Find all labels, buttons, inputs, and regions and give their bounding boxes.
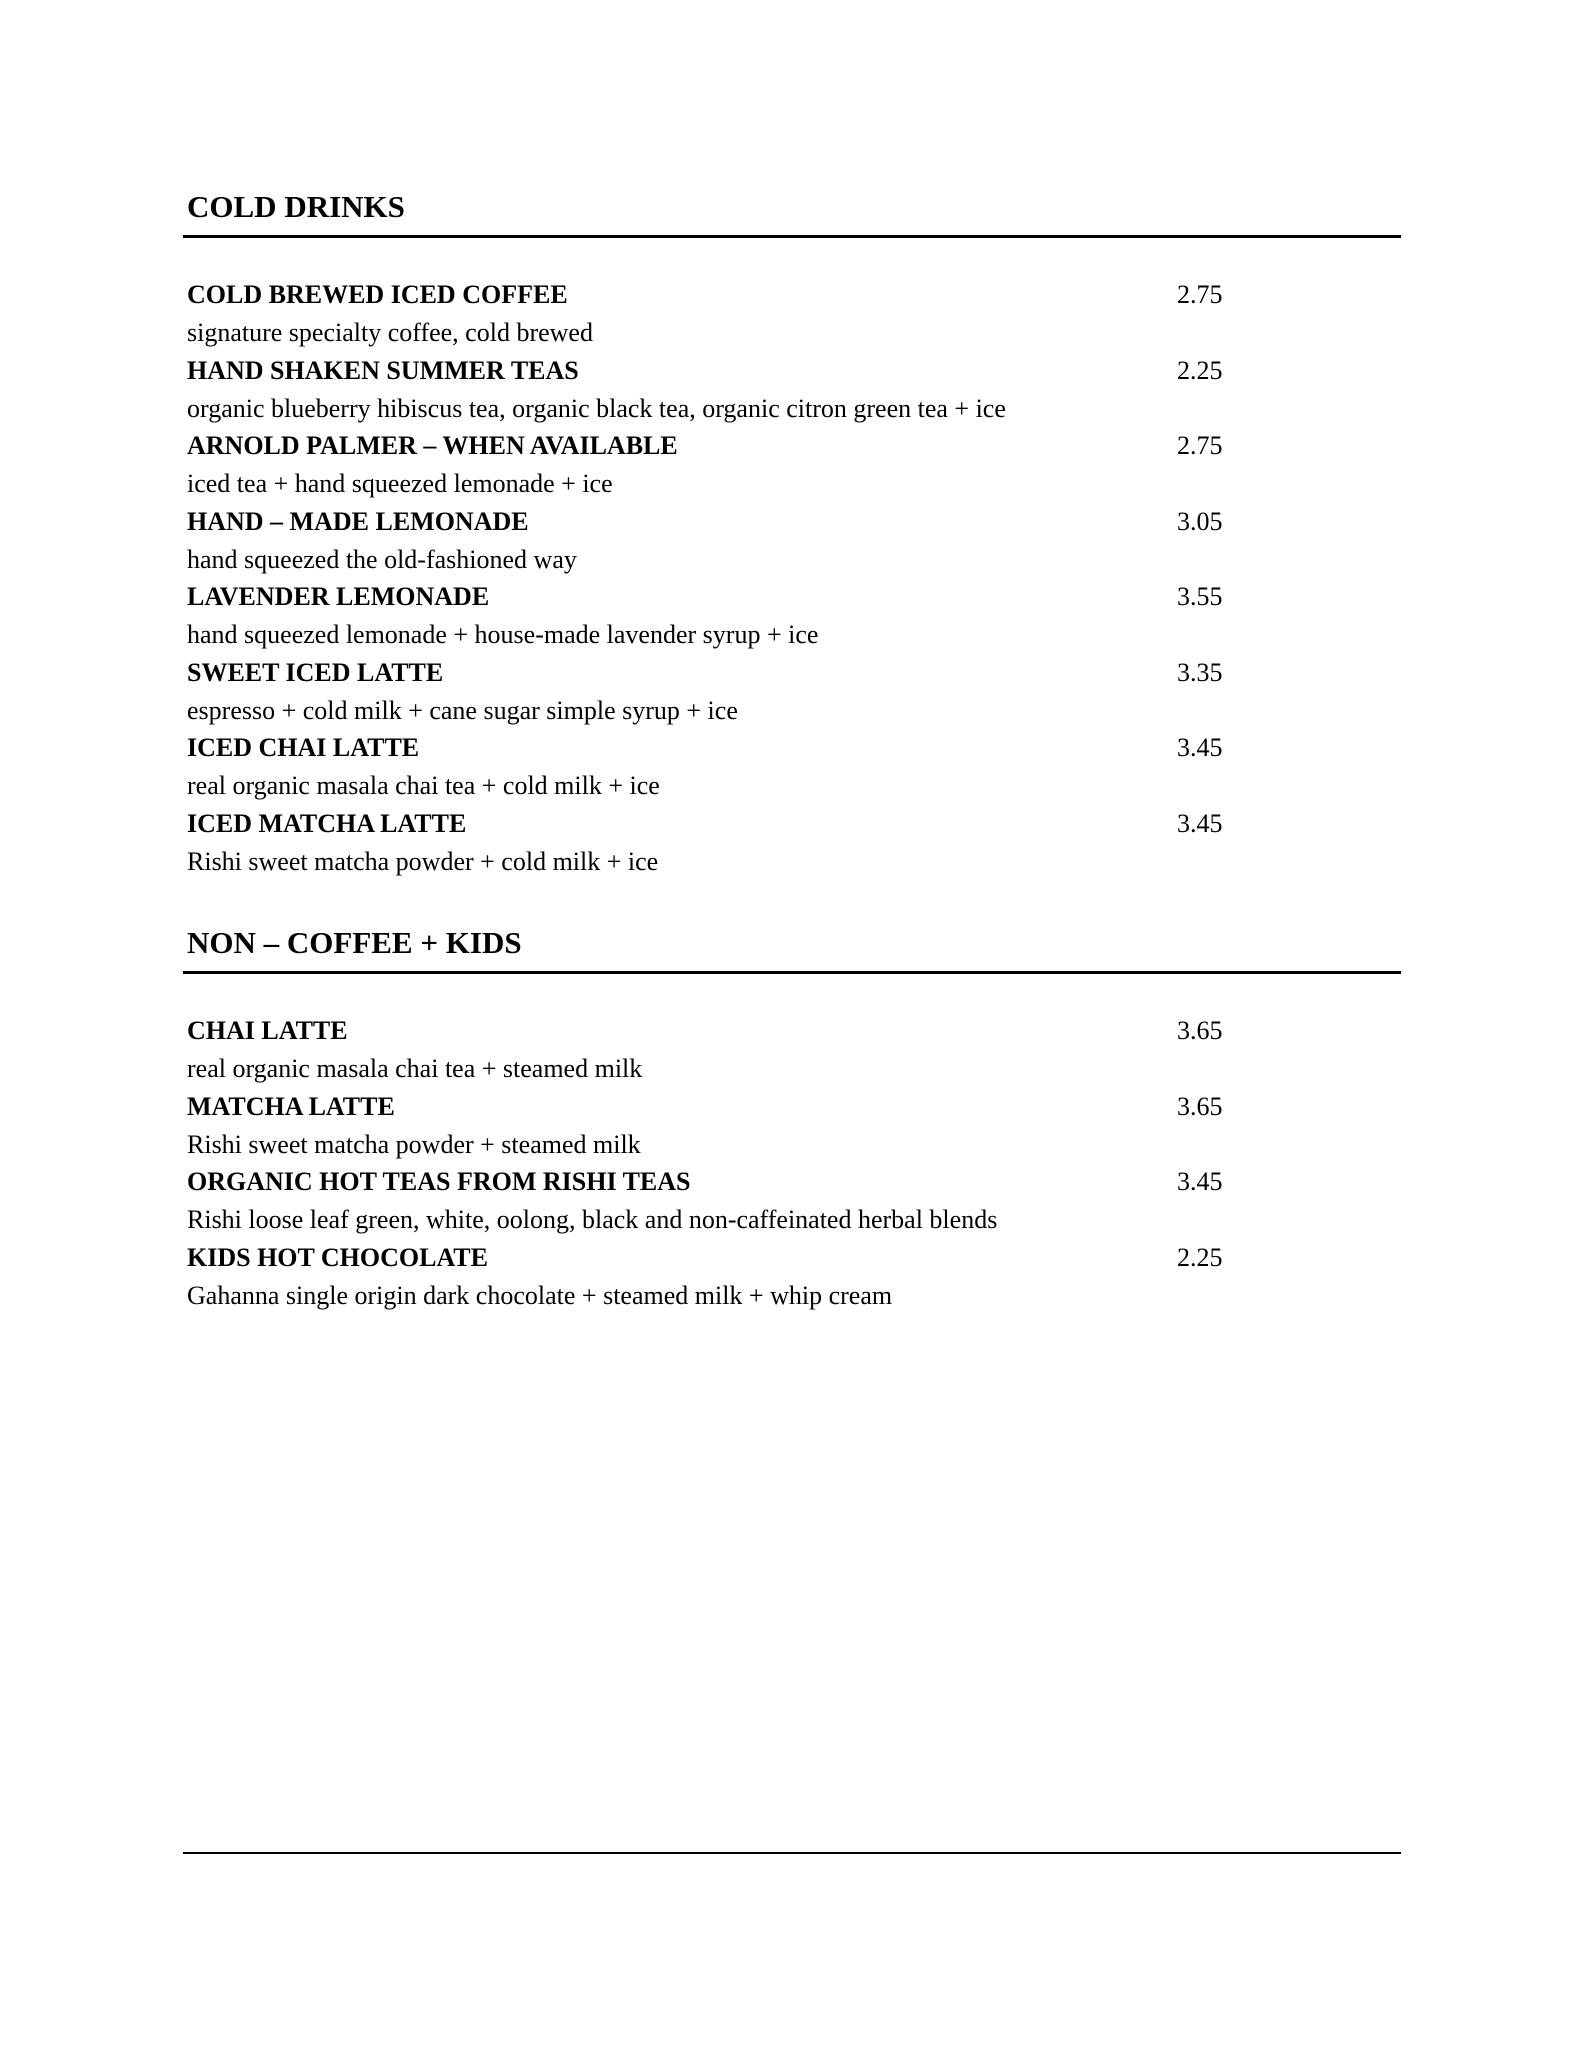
item-description: espresso + cold milk + cane sugar simple syrup + ice [187,695,738,725]
item-name: ARNOLD PALMER – WHEN AVAILABLE [187,431,678,460]
item-description: real organic masala chai tea + cold milk + ice [187,771,660,800]
item-name: HAND SHAKEN SUMMER TEAS [187,355,579,385]
item-price: 3.05 [1177,506,1223,536]
item-name: KIDS HOT CHOCOLATE [187,1242,488,1272]
item-price: 3.45 [1177,808,1223,838]
menu-item [183,807,1401,883]
item-price: 3.65 [1177,1016,1223,1045]
item-name: LAVENDER LEMONADE [187,582,490,611]
item-name: MATCHA LATTE [187,1091,395,1121]
section-non-coffee-kids [183,923,1401,1316]
item-description: real organic masala chai tea + steamed milk [187,1054,643,1083]
item-description: Gahanna single origin dark chocolate + steamed milk + whip cream [187,1280,893,1310]
item-name: HAND – MADE LEMONADE [187,506,529,536]
item-description: Rishi loose leaf green, white, oolong, black and non-caffeinated herbal blends [187,1205,998,1234]
menu-item [183,278,1401,354]
menu-item [183,1165,1401,1241]
menu-item [183,656,1401,732]
item-name: CHAI LATTE [187,1016,348,1045]
menu-item-list [183,1014,1401,1316]
section-title: COLD DRINKS [187,189,405,224]
section-cold-drinks [183,187,1401,882]
item-description: iced tea + hand squeezed lemonade + ice [187,469,613,498]
section-divider [183,235,1401,238]
menu-item [183,354,1401,430]
menu-item [183,1090,1401,1166]
menu-item [183,580,1401,656]
item-description: hand squeezed the old-fashioned way [187,544,577,574]
section-title: NON – COFFEE + KIDS [187,925,522,960]
item-name: ICED CHAI LATTE [187,733,420,762]
item-description: Rishi sweet matcha powder + steamed milk [187,1129,641,1159]
menu-item [183,429,1401,505]
item-name: COLD BREWED ICED COFFEE [187,280,568,309]
item-price: 3.35 [1177,657,1223,687]
item-name: SWEET ICED LATTE [187,657,444,687]
item-description: signature specialty coffee, cold brewed [187,318,593,347]
menu-item [183,1014,1401,1090]
menu-item [183,1241,1401,1317]
item-price: 3.55 [1177,582,1223,611]
menu-item-list [183,278,1401,882]
item-description: Rishi sweet matcha powder + cold milk + ice [187,846,659,876]
item-price: 2.75 [1177,280,1223,309]
menu-item [183,731,1401,807]
item-price: 2.25 [1177,1242,1223,1272]
item-name: ORGANIC HOT TEAS FROM RISHI TEAS [187,1167,691,1196]
item-price: 2.25 [1177,355,1223,385]
item-description: hand squeezed lemonade + house-made lavender syrup + ice [187,620,819,649]
item-price: 2.75 [1177,431,1223,460]
item-name: ICED MATCHA LATTE [187,808,467,838]
item-description: organic blueberry hibiscus tea, organic black tea, organic citron green tea + ice [187,393,1006,423]
item-price: 3.65 [1177,1091,1223,1121]
item-price: 3.45 [1177,733,1223,762]
footer-divider [183,1852,1401,1854]
menu-item [183,505,1401,581]
section-divider [183,971,1401,974]
item-price: 3.45 [1177,1167,1223,1196]
